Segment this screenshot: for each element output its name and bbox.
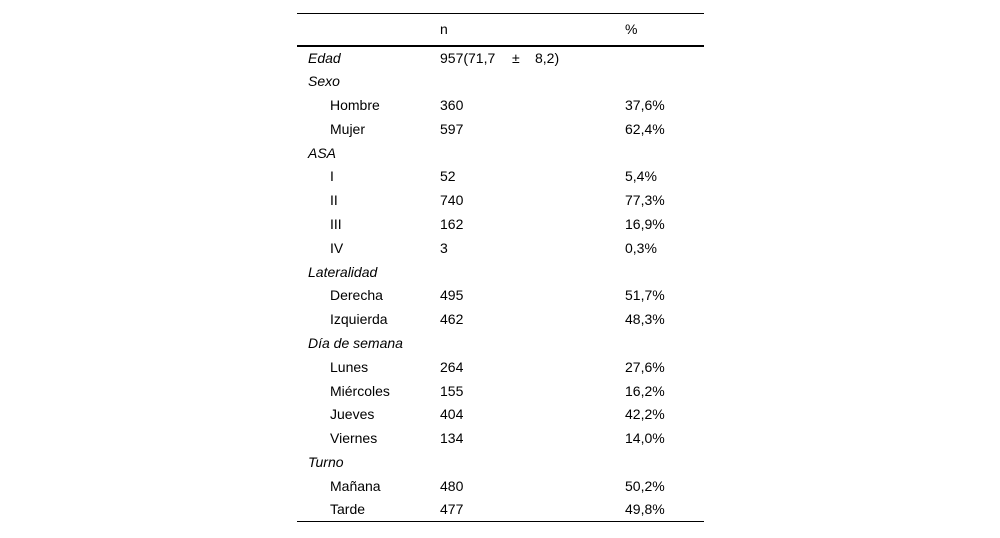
row-label: Lateralidad: [308, 263, 378, 280]
row-label: Edad: [308, 49, 341, 66]
item-row: [297, 498, 704, 522]
category-row: [297, 260, 704, 284]
row-label: I: [330, 168, 334, 185]
row-label: Viernes: [330, 430, 378, 447]
row-label: Mañana: [330, 477, 381, 494]
row-label: Jueves: [330, 406, 375, 423]
n-value-part: 360: [440, 96, 464, 113]
row-n-value: [440, 93, 625, 117]
row-n-value: [440, 307, 625, 331]
item-row: [297, 426, 704, 450]
row-percent-value: 50,2%: [625, 477, 665, 494]
table-body: [297, 46, 704, 522]
n-value-part: ±: [512, 49, 520, 66]
row-percent-value: [625, 69, 704, 93]
row-label: Turno: [308, 453, 344, 470]
header-percent-column: %: [625, 21, 638, 38]
item-row: [297, 236, 704, 260]
row-n-value: [440, 260, 625, 284]
header-empty-cell: [297, 14, 440, 46]
row-n-value: [440, 188, 625, 212]
header-row: [297, 14, 704, 46]
item-row: [297, 117, 704, 141]
category-row: [297, 69, 704, 93]
row-percent-value: 48,3%: [625, 311, 665, 328]
row-percent-value: [625, 46, 704, 70]
item-row: [297, 355, 704, 379]
row-n-value: [440, 450, 625, 474]
row-label: IV: [330, 239, 344, 256]
item-row: [297, 379, 704, 403]
row-label: Hombre: [330, 96, 380, 113]
category-row: [297, 331, 704, 355]
row-n-value: [440, 426, 625, 450]
row-percent-value: 27,6%: [625, 358, 665, 375]
n-value-part: 3: [440, 239, 448, 256]
category-row: [297, 141, 704, 165]
row-n-value: [440, 164, 625, 188]
n-value-part: 477: [440, 501, 464, 518]
row-percent-value: [625, 331, 704, 355]
category-row: [297, 46, 704, 70]
row-n-value: [440, 379, 625, 403]
item-row: [297, 164, 704, 188]
n-value-part: 155: [440, 382, 464, 399]
row-percent-value: 77,3%: [625, 192, 665, 209]
row-label: Día de semana: [308, 334, 403, 351]
n-value-part: 462: [440, 311, 464, 328]
row-n-value: [440, 236, 625, 260]
row-percent-value: 49,8%: [625, 501, 665, 518]
row-percent-value: 5,4%: [625, 168, 657, 185]
n-value-part: 264: [440, 358, 464, 375]
row-label: ASA: [308, 144, 337, 161]
row-n-value: [440, 46, 625, 70]
row-percent-value: 14,0%: [625, 430, 665, 447]
item-row: [297, 93, 704, 117]
row-percent-value: 16,2%: [625, 382, 665, 399]
n-value-part: 740: [440, 192, 464, 209]
n-value-part: 8,2): [535, 49, 560, 66]
row-percent-value: 42,2%: [625, 406, 665, 423]
n-value-part: 495: [440, 287, 464, 304]
row-n-value: [440, 498, 625, 522]
item-row: [297, 283, 704, 307]
row-n-value: [440, 283, 625, 307]
n-value-part: 957(71,7: [440, 49, 496, 66]
row-n-value: [440, 69, 625, 93]
row-label: Sexo: [308, 73, 340, 90]
row-n-value: [440, 141, 625, 165]
row-percent-value: [625, 141, 704, 165]
row-label: II: [330, 192, 338, 209]
row-percent-value: 62,4%: [625, 120, 665, 137]
item-row: [297, 402, 704, 426]
descriptive-statistics-table: [297, 13, 704, 522]
row-n-value: [440, 355, 625, 379]
n-value-part: 480: [440, 477, 464, 494]
row-percent-value: 0,3%: [625, 239, 657, 256]
row-percent-value: [625, 260, 704, 284]
row-label: Tarde: [330, 501, 366, 518]
row-label: Miércoles: [330, 382, 390, 399]
row-label: Derecha: [330, 287, 383, 304]
row-n-value: [440, 402, 625, 426]
row-percent-value: 16,9%: [625, 215, 665, 232]
header-n-column: n: [440, 21, 448, 38]
n-value-part: 597: [440, 120, 464, 137]
row-percent-value: [625, 450, 704, 474]
n-value-part: 52: [440, 168, 456, 185]
row-label: III: [330, 215, 342, 232]
item-row: [297, 212, 704, 236]
row-label: Mujer: [330, 120, 366, 137]
row-n-value: [440, 117, 625, 141]
item-row: [297, 474, 704, 498]
row-n-value: [440, 212, 625, 236]
row-percent-value: 51,7%: [625, 287, 665, 304]
category-row: [297, 450, 704, 474]
row-label: Lunes: [330, 358, 369, 375]
n-value-part: 404: [440, 406, 464, 423]
n-value-part: 162: [440, 215, 464, 232]
table-header: [297, 14, 704, 46]
item-row: [297, 188, 704, 212]
item-row: [297, 307, 704, 331]
row-percent-value: 37,6%: [625, 96, 665, 113]
row-n-value: [440, 474, 625, 498]
n-value-part: 134: [440, 430, 464, 447]
row-label: Izquierda: [330, 311, 388, 328]
row-n-value: [440, 331, 625, 355]
